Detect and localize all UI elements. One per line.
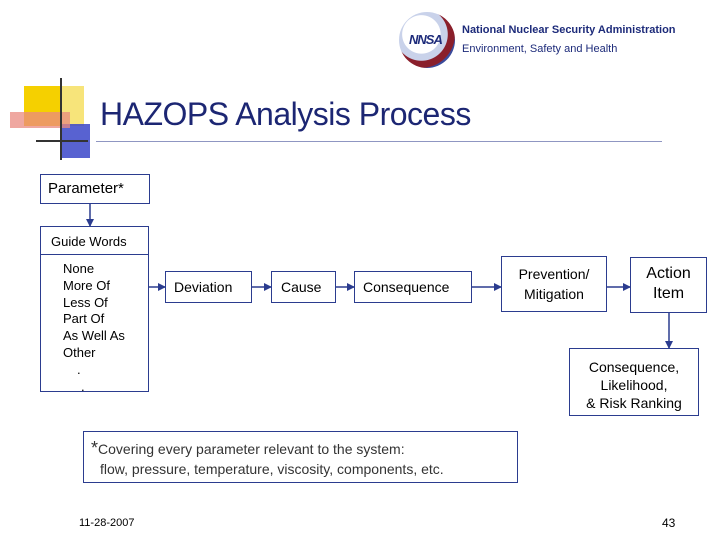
note-asterisk: * [91,438,99,458]
item-label: Item [652,285,685,302]
slide-number: 43 [662,516,676,530]
guide-word: As Well As [63,328,125,344]
deviation-label: Deviation [174,279,233,295]
note-line-2: flow, pressure, temperature, viscosity, components, etc. [100,461,444,477]
ranking-line-1: Consequence, [588,359,680,375]
page-title: HAZOPS Analysis Process [100,96,471,132]
guide-words-list [63,261,125,395]
risk-ranking-box [569,348,699,416]
cause-box [271,271,336,303]
cause-label: Cause [281,279,322,295]
deviation-box [165,271,252,303]
org-subtitle: Environment, Safety and Health [462,43,618,55]
guide-word: . [77,361,81,377]
guide-word: More Of [63,277,110,293]
action-item-box [630,257,707,313]
guide-word: . [81,378,85,394]
prevention-mitigation-box [501,256,607,312]
parameter-note-box [83,431,518,483]
guide-words-label: Guide Words [51,234,127,249]
guide-word: Part Of [63,311,105,327]
ranking-line-2: Likelihood, [600,377,668,393]
parameter-label: Parameter* [48,180,124,197]
consequence-box [354,271,472,303]
guide-word: Less Of [63,294,108,310]
parameter-box [40,174,150,204]
guide-word: None [63,261,95,276]
org-name: National Nuclear Security Administration [462,24,676,36]
logo-text: NNSA [409,32,442,47]
note-text-1: Covering every parameter relevant to the system: [98,441,405,457]
ranking-line-3: & Risk Ranking [586,395,682,411]
guide-words-divider [41,254,148,255]
guide-word: Other [63,344,96,360]
slide-date: 11-28-2007 [79,517,135,529]
mitigation-label: Mitigation [524,286,584,302]
consequence-label: Consequence [363,279,450,295]
action-label: Action [646,265,691,282]
note-line-1 [91,438,405,459]
prevention-label: Prevention/ [518,266,590,282]
